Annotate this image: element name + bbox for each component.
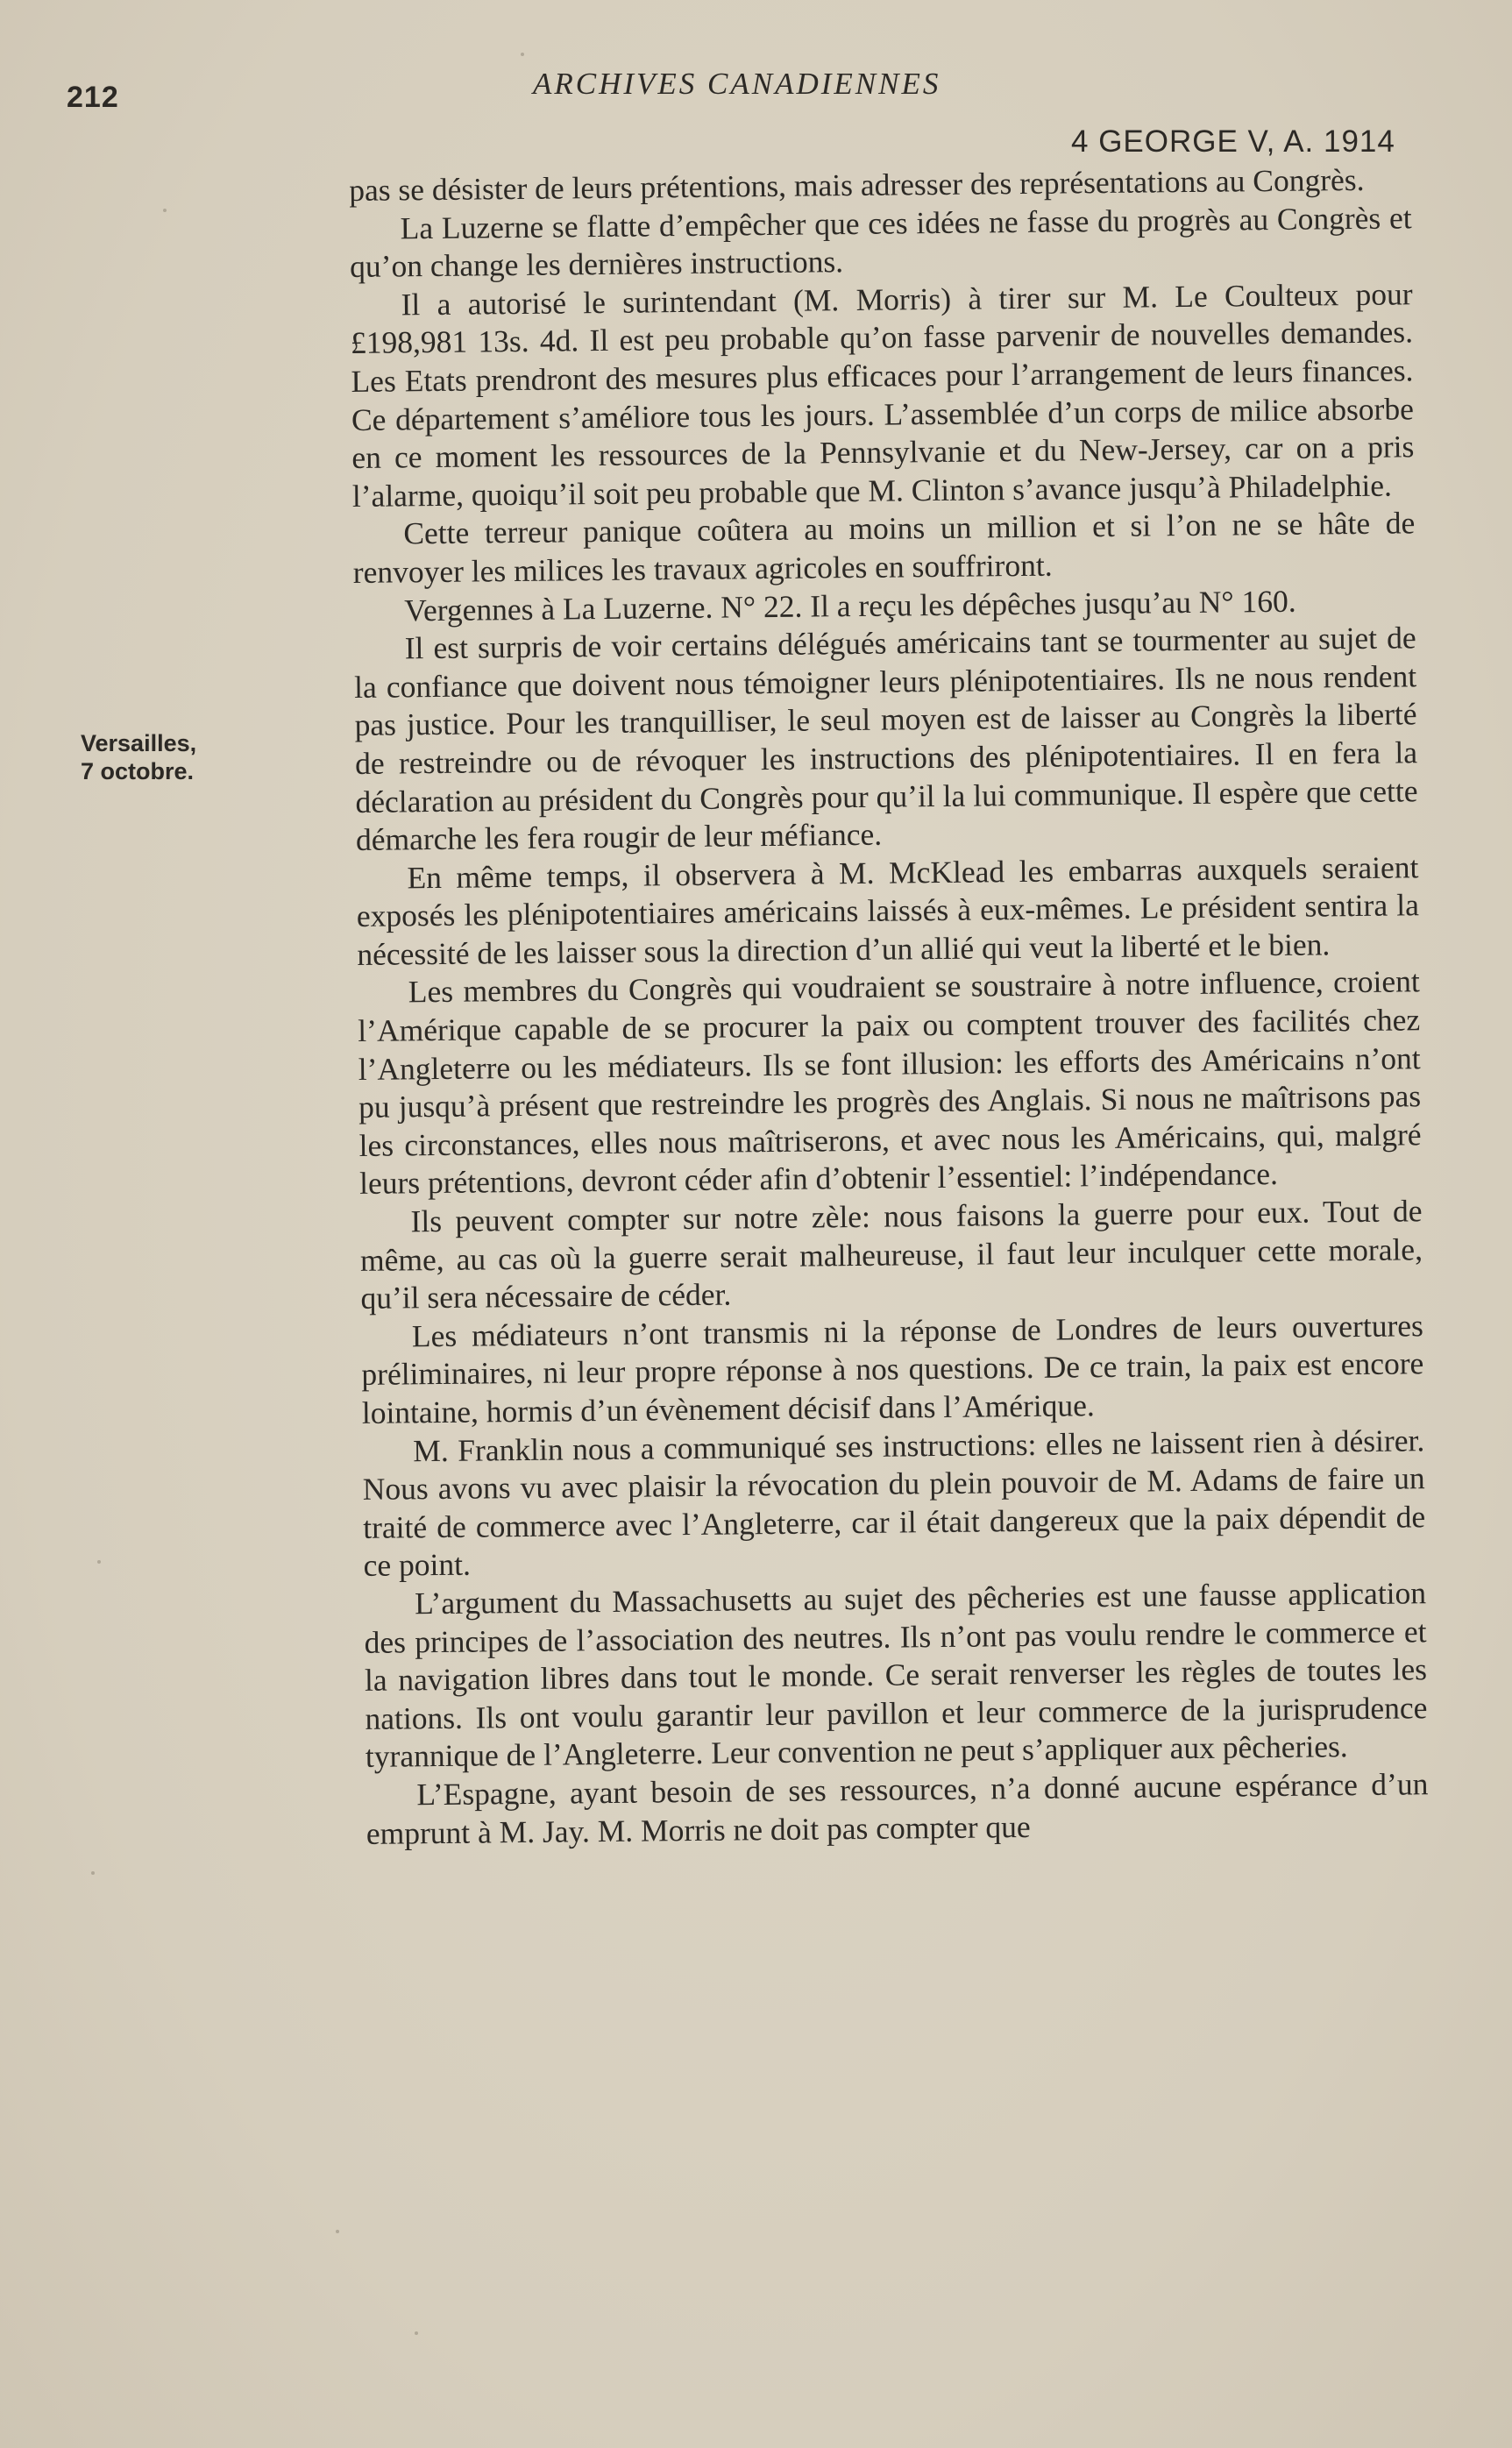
paper-speck [91, 1871, 95, 1875]
margin-note-place: Versailles, [81, 730, 197, 756]
session-line: 4 GEORGE V, A. 1914 [1071, 124, 1395, 159]
paragraph: Il est surpris de voir certains délégués américains tant se tourmenter au sujet de la confiance que doivent nous témoigner leurs plénipotentiaires. Ils ne nous rendent pas justice. Pour les tranquilliser, le seul moyen est de laisser au Congrès la liberté de restreindre ou de révoquer les instructions des plénipotentiaires. Il en fera la déclaration au président du Congrès pour qu’il la lui communique. Il espère que cette démarche les fera rougir de leur méfiance. [353, 620, 1418, 858]
paper-speck [521, 53, 524, 56]
margin-note [81, 729, 196, 785]
paper-speck [336, 2230, 339, 2233]
paragraph: L’Espagne, ayant besoin de ses ressources, n’a donné aucune espérance d’un emprunt à M. Jay. M. Morris ne doit pas compter que [366, 1766, 1429, 1851]
paragraph: Cette terreur panique coûtera au moins un million et si l’on ne se hâte de renvoyer les milices les travaux agricoles en souffriront. [352, 505, 1416, 590]
paragraph: M. Franklin nous a communiqué ses instructions: elles ne laissent rien à désirer. Nous avons vu avec plaisir la révocation du plein pouvoir de M. Adams de faire un traité de commerce avec l’Angleterre, car il était dangereux que la paix dépendit de ce point. [362, 1422, 1426, 1584]
page-number: 212 [67, 81, 119, 114]
paragraph: En même temps, il observera à M. McKlead les embarras auxquels seraient exposés les plénipotentiaires américains laissés à eux-mêmes. Le président sentira la nécessité de les laisser sous la direction d’un allié qui veut la liberté et le bien. [356, 848, 1420, 972]
paragraph: Les médiateurs n’ont transmis ni la réponse de Londres de leurs ouvertures préliminaires, ni leur propre réponse à nos questions. De ce train, la paix est encore lointaine, hormis d’un évènement décisif dans l’Amérique. [361, 1308, 1424, 1430]
paragraph: La Luzerne se flatte d’empêcher que ces idées ne fasse du progrès au Congrès et qu’on change les dernières instructions. [349, 199, 1412, 285]
running-head: ARCHIVES CANADIENNES [533, 67, 941, 101]
paper-speck [97, 1560, 101, 1564]
paper-speck [163, 209, 167, 212]
paragraph: pas se désister de leurs prétentions, mais adresser des représentations au Congrès. [349, 161, 1365, 208]
paragraph: Il a autorisé le surintendant (M. Morris) à tirer sur M. Le Coulteux pour £198,981 13s. 4d. Il est peu probable qu’on fasse parvenir de nouvelles demandes. Les Etats prendront des mesures plus efficaces pour l’arrangement de leurs finances. Ce département s’améliore tous les jours. L’assemblée d’un corps de milice absorbe en ce moment les ressources de la Pennsylvanie et du New-Jersey, car on a pris l’alarme, quoiqu’il soit peu probable que M. Clinton s’avance jusqu’à Philadelphie. [350, 276, 1415, 514]
paragraph: L’argument du Massachusetts au sujet des pêcheries est une fausse application des principes de l’association des neutres. Ils n’ont pas voulu rendre le commerce et la navigation libres dans tout le monde. Ce serait renverser les règles de toutes les nations. Ils ont voulu garantir leur pavillon et leur commerce de la jurisprudence tyrannique de l’Angleterre. Leur convention ne peut s’appliquer aux pêcheries. [364, 1575, 1428, 1775]
paragraph: Vergennes à La Luzerne. N° 22. Il a reçu les dépêches jusqu’au N° 160. [404, 583, 1296, 628]
paragraph: Les membres du Congrès qui voudraient se soustraire à notre influence, croient l’Amérique capable de se procurer la paix ou comptent trouver des facilités chez l’Angleterre ou les médiateurs. Ils se font illusion: les efforts des Américains n’ont pu jusqu’à présent que restreindre les progrès des Anglais. Si nous ne maîtrisons pas les circonstances, elles nous maîtriserons, et avec nous les Américains, qui, malgré leurs prétentions, devront céder afin d’obtenir l’essentiel: l’indépendance. [358, 963, 1422, 1202]
paragraph: Ils peuvent compter sur notre zèle: nous faisons la guerre pour eux. Tout de même, au cas où la guerre serait malheureuse, il faut leur inculquer cette morale, qu’il sera nécessaire de céder. [359, 1193, 1423, 1316]
margin-note-date: 7 octobre. [81, 758, 195, 784]
body-text [349, 160, 1429, 1853]
paper-speck [415, 2331, 418, 2335]
